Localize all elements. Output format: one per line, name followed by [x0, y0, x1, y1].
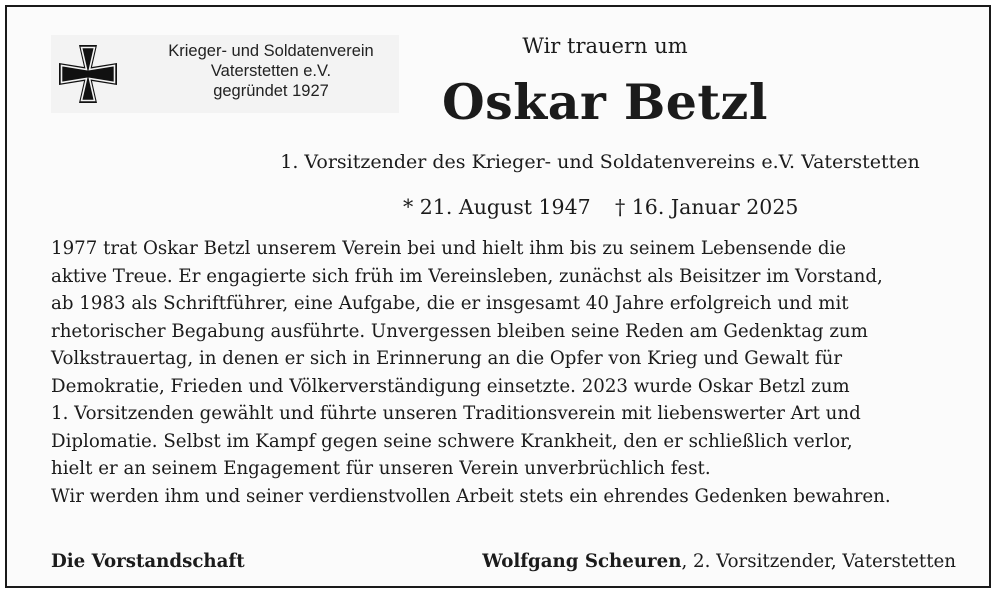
text-line: Volkstrauertag, in denen er sich in Erinnerung an die Opfer von Krieg und Gewalt für: [51, 348, 843, 369]
signer-role: , 2. Vorsitzender, Vaterstetten: [681, 551, 956, 572]
logo-line-founded: gegründet 1927: [213, 82, 329, 100]
association-logo: [51, 35, 399, 113]
text-line: rhetorischer Begabung ausführte. Unvergessen bleiben seine Reden am Gedenktag zum: [51, 320, 868, 342]
text-line: hielt er an seinem Engagement für unseren Verein unverbrüchlich fest.: [51, 458, 711, 479]
signature-board: Die Vorstandschaft: [51, 551, 245, 572]
text-line: aktive Treue. Er engagierte sich früh im Vereinsleben, zunächst als Beisitzer im Vorstand,: [51, 265, 883, 287]
logo-line-name: Krieger- und Soldatenverein: [168, 42, 374, 60]
text-line: ab 1983 als Schriftführer, eine Aufgabe, die er insgesamt 40 Jahre erfolgreich und mit: [51, 293, 849, 314]
text-line: Demokratie, Frieden und Völkerverständigung einsetzte. 2023 wurde Oskar Betzl zum: [51, 375, 850, 397]
obituary-notice: [5, 5, 991, 588]
mourning-intro: Wir trauern um: [522, 34, 688, 58]
deceased-role: 1. Vorsitzender des Krieger- und Soldatenvereins e.V. Vaterstetten: [280, 151, 920, 173]
signature-person: [482, 548, 956, 576]
deceased-name: Oskar Betzl: [441, 73, 768, 131]
text-line: 1977 trat Oskar Betzl unserem Verein bei und hielt ihm bis zu seinem Lebensende die: [51, 238, 847, 259]
birth-date: * 21. August 1947: [403, 195, 591, 219]
death-date: † 16. Januar 2025: [615, 195, 799, 219]
text-line: Diplomatie. Selbst im Kampf gegen seine schwere Krankheit, den er schließlich verlor,: [51, 430, 853, 452]
obituary-text: [51, 235, 981, 510]
life-dates: [403, 191, 823, 223]
iron-cross-icon: [59, 45, 117, 103]
text-line: Wir werden ihm und seiner verdienstvollen Arbeit stets ein ehrendes Gedenken bewahren.: [51, 485, 891, 507]
text-line: 1. Vorsitzenden gewählt und führte unseren Traditionsverein mit liebenswerter Art und: [51, 403, 861, 424]
signer-name: Wolfgang Scheuren: [482, 551, 682, 572]
logo-text: [151, 41, 391, 101]
logo-line-place: Vaterstetten e.V.: [210, 62, 332, 80]
